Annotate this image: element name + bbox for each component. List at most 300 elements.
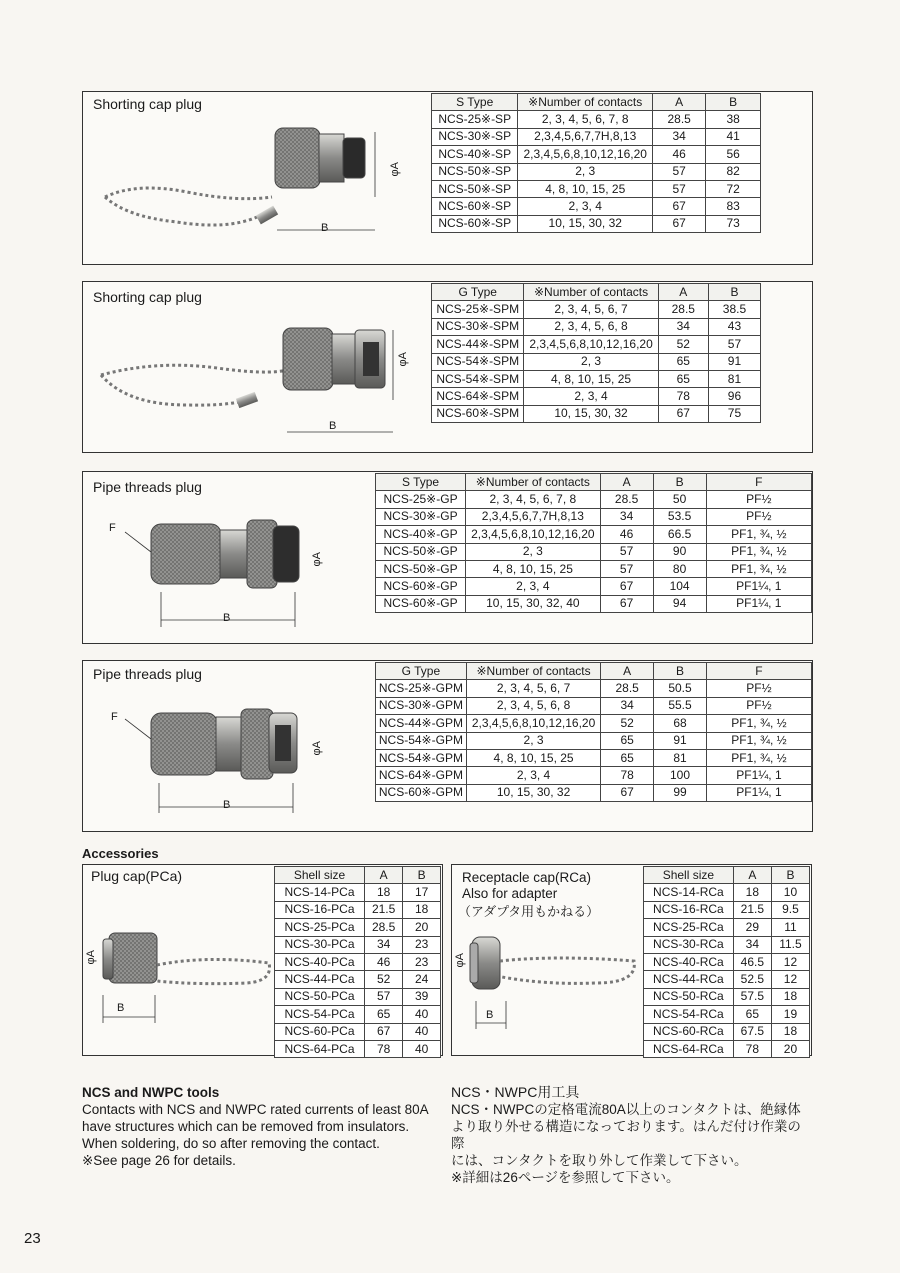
table-row — [376, 508, 812, 525]
receptacle-cap-table — [643, 866, 810, 1058]
col-header: ※Number of contacts — [524, 284, 658, 301]
col-header: ※Number of contacts — [466, 663, 600, 680]
table-cell: NCS-40-RCa — [644, 953, 734, 970]
col-header: B — [706, 94, 761, 111]
table-cell: NCS-64※-GPM — [376, 767, 467, 784]
table-cell: 2, 3, 4, 5, 6, 7, 8 — [518, 111, 653, 128]
table-cell: NCS-25-RCa — [644, 919, 734, 936]
panel-title-line: （アダプタ用もかねる） — [458, 904, 600, 919]
table-cell: NCS-14-PCa — [275, 884, 365, 901]
col-header: ※Number of contacts — [518, 94, 653, 111]
col-header: ※Number of contacts — [466, 474, 601, 491]
table-cell: NCS-60※-GPM — [376, 784, 467, 801]
table-cell: 11.5 — [771, 936, 809, 953]
table-cell: 104 — [653, 578, 706, 595]
table-row — [275, 919, 441, 936]
table-row — [432, 388, 761, 405]
table-cell: 82 — [706, 163, 761, 180]
table-cell: NCS-50※-GP — [376, 560, 466, 577]
table-cell: PF1, ¾, ½ — [706, 749, 811, 766]
col-header: A — [653, 94, 706, 111]
table-row — [432, 405, 761, 422]
notes-title: NCS・NWPC用工具 — [451, 1084, 580, 1100]
table-cell: NCS-40-PCa — [275, 953, 365, 970]
table-row — [376, 578, 812, 595]
table-cell: 34 — [733, 936, 771, 953]
table-cell: NCS-16-RCa — [644, 901, 734, 918]
table-cell: 67 — [364, 1023, 402, 1040]
table-cell: 2, 3, 4, 5, 6, 7, 8 — [466, 491, 601, 508]
table-cell: NCS-50-RCa — [644, 988, 734, 1005]
table-row — [376, 732, 812, 749]
table-header-row — [376, 474, 812, 491]
table-cell: PF½ — [706, 491, 811, 508]
table-cell: 90 — [653, 543, 706, 560]
table-cell: 12 — [771, 971, 809, 988]
table-cell: NCS-14-RCa — [644, 884, 734, 901]
table-row — [376, 697, 812, 714]
table-cell: 52 — [364, 971, 402, 988]
table-cell: 53.5 — [653, 508, 706, 525]
table-row — [376, 595, 812, 612]
table-cell: NCS-30-PCa — [275, 936, 365, 953]
table-cell: 20 — [403, 919, 441, 936]
table-cell: 38.5 — [708, 301, 760, 318]
panel-title: Pipe threads plug — [93, 666, 202, 682]
table-cell: 40 — [403, 1023, 441, 1040]
table-cell: 75 — [708, 405, 760, 422]
table-cell: NCS-54※-GPM — [376, 732, 467, 749]
table-cell: NCS-25※-SP — [432, 111, 518, 128]
spec-table — [375, 473, 812, 613]
notes-line: より取り外せる構造になっております。はんだ付け作業の際 — [451, 1119, 801, 1151]
shorting-cap-plug-illustration — [97, 320, 417, 440]
table-cell: 65 — [658, 353, 708, 370]
table-cell: PF1, ¾, ½ — [706, 526, 811, 543]
col-header: B — [654, 663, 707, 680]
table-cell: 46 — [653, 146, 706, 163]
table-header-row — [432, 284, 761, 301]
notes-line: Contacts with NCS and NWPC rated currents of least 80A — [82, 1102, 429, 1117]
table-cell: 67 — [600, 595, 653, 612]
table-row — [376, 767, 812, 784]
col-header: F — [706, 663, 811, 680]
table-row — [275, 1023, 441, 1040]
dim-b-label: B — [486, 1009, 494, 1021]
dim-b-label: B — [117, 1002, 125, 1014]
table-cell: 46 — [364, 953, 402, 970]
table-cell: NCS-60※-GP — [376, 595, 466, 612]
table-cell: NCS-50※-SP — [432, 180, 518, 197]
table-row — [432, 146, 761, 163]
table-cell: 2, 3, 4 — [518, 198, 653, 215]
table-row — [275, 988, 441, 1005]
col-header: S Type — [432, 94, 518, 111]
col-header: Shell size — [275, 867, 365, 884]
table-cell: 2, 3, 4, 5, 6, 8 — [524, 318, 658, 335]
table-cell: 2, 3, 4, 5, 6, 8 — [466, 697, 600, 714]
panel-title-line: Also for adapter — [462, 886, 558, 901]
table-row — [376, 749, 812, 766]
table-cell: 99 — [654, 784, 707, 801]
notes-line: When soldering, do so after removing the contact. — [82, 1136, 380, 1151]
table-cell: PF½ — [706, 697, 811, 714]
table-cell: 11 — [771, 919, 809, 936]
table-cell: 21.5 — [733, 901, 771, 918]
table-cell: 52 — [601, 715, 654, 732]
table-cell: NCS-50-PCa — [275, 988, 365, 1005]
table-row — [376, 560, 812, 577]
table-row — [432, 318, 761, 335]
table-cell: 91 — [708, 353, 760, 370]
table-row — [376, 491, 812, 508]
dim-b-label: B — [223, 612, 231, 624]
table-cell: 67 — [653, 215, 706, 232]
table-row — [376, 715, 812, 732]
table-cell: 67 — [653, 198, 706, 215]
table-cell: 81 — [654, 749, 707, 766]
dim-f-label: F — [109, 522, 116, 534]
notes-japanese — [451, 1084, 811, 1186]
table-row — [376, 784, 812, 801]
page-number: 23 — [24, 1230, 41, 1247]
table-cell: 2,3,4,5,6,8,10,12,16,20 — [518, 146, 653, 163]
table-row — [644, 936, 810, 953]
dim-b-label: B — [223, 799, 231, 811]
table-row — [432, 353, 761, 370]
table-cell: 40 — [403, 1006, 441, 1023]
table-cell: 67 — [658, 405, 708, 422]
table-cell: 18 — [733, 884, 771, 901]
table-cell: 34 — [601, 697, 654, 714]
table-cell: 20 — [771, 1040, 809, 1057]
table-cell: NCS-54※-GPM — [376, 749, 467, 766]
table-cell: 40 — [403, 1040, 441, 1057]
table-cell: 56 — [706, 146, 761, 163]
table-cell: 55.5 — [654, 697, 707, 714]
pipe-threads-plug-s-panel — [82, 471, 813, 644]
table-cell: 2,3,4,5,6,8,10,12,16,20 — [524, 336, 658, 353]
table-cell: 67 — [600, 578, 653, 595]
table-cell: NCS-30※-SP — [432, 128, 518, 145]
accessories-heading: Accessories — [82, 846, 159, 861]
table-cell: 65 — [658, 370, 708, 387]
table-row — [432, 128, 761, 145]
col-header: B — [653, 474, 706, 491]
table-cell: 18 — [403, 901, 441, 918]
table-cell: PF½ — [706, 680, 811, 697]
pipe-threads-plug-g-panel — [82, 660, 813, 832]
table-cell: 18 — [771, 1023, 809, 1040]
dim-a-label: φA — [85, 950, 97, 965]
table-cell: 18 — [364, 884, 402, 901]
table-cell: NCS-30※-GP — [376, 508, 466, 525]
table-cell: 52.5 — [733, 971, 771, 988]
table-row — [275, 953, 441, 970]
dim-a-label: φA — [311, 741, 323, 756]
table-cell: PF1¼, 1 — [706, 767, 811, 784]
col-header: Shell size — [644, 867, 734, 884]
table-row — [432, 336, 761, 353]
table-cell: NCS-44※-SPM — [432, 336, 524, 353]
table-row — [275, 971, 441, 988]
table-row — [432, 370, 761, 387]
table-cell: 57 — [364, 988, 402, 1005]
table-cell: PF1¼, 1 — [706, 595, 811, 612]
table-cell: NCS-44-PCa — [275, 971, 365, 988]
table-cell: 10, 15, 30, 32 — [518, 215, 653, 232]
table-cell: 19 — [771, 1006, 809, 1023]
table-cell: 65 — [733, 1006, 771, 1023]
table-cell: 2,3,4,5,6,8,10,12,16,20 — [466, 715, 600, 732]
table-row — [275, 1006, 441, 1023]
notes-line: NCS・NWPCの定格電流80A以上のコンタクトは、絶縁体 — [451, 1102, 801, 1117]
table-cell: 10 — [771, 884, 809, 901]
table-cell: 68 — [654, 715, 707, 732]
col-header: S Type — [376, 474, 466, 491]
panel-title: Plug cap(PCa) — [91, 868, 183, 884]
table-cell: 2, 3, 4 — [524, 388, 658, 405]
table-cell: 18 — [771, 988, 809, 1005]
table-cell: NCS-44※-GPM — [376, 715, 467, 732]
table-cell: 2, 3, 4, 5, 6, 7 — [466, 680, 600, 697]
dim-a-label: φA — [397, 352, 409, 367]
col-header: B — [771, 867, 809, 884]
table-cell: 57 — [653, 163, 706, 180]
table-row — [644, 1023, 810, 1040]
shorting-cap-plug-g-panel — [82, 281, 813, 453]
table-cell: 2,3,4,5,6,7,7H,8,13 — [518, 128, 653, 145]
table-row — [432, 180, 761, 197]
table-cell: 29 — [733, 919, 771, 936]
table-cell: 57 — [708, 336, 760, 353]
table-cell: 83 — [706, 198, 761, 215]
table-cell: NCS-30※-SPM — [432, 318, 524, 335]
table-cell: 34 — [364, 936, 402, 953]
table-cell: 34 — [653, 128, 706, 145]
panel-title: Pipe threads plug — [93, 479, 202, 495]
table-cell: NCS-60※-GP — [376, 578, 466, 595]
table-cell: 96 — [708, 388, 760, 405]
table-cell: 17 — [403, 884, 441, 901]
table-cell: PF1¼, 1 — [706, 578, 811, 595]
table-cell: NCS-25-PCa — [275, 919, 365, 936]
dim-a-label: φA — [454, 953, 466, 968]
table-cell: 10, 15, 30, 32 — [466, 784, 600, 801]
table-cell: 2, 3, 4, 5, 6, 7 — [524, 301, 658, 318]
col-header: A — [658, 284, 708, 301]
table-row — [432, 198, 761, 215]
dim-f-label: F — [111, 711, 118, 723]
notes-line: ※詳細は26ページを参照して下さい。 — [451, 1170, 680, 1185]
table-cell: 2, 3 — [524, 353, 658, 370]
table-cell: 52 — [658, 336, 708, 353]
shorting-cap-plug-illustration — [97, 122, 397, 242]
table-header-row — [376, 663, 812, 680]
table-cell: NCS-64※-SPM — [432, 388, 524, 405]
table-cell: 57 — [600, 560, 653, 577]
notes-line: have structures which can be removed from insulators. — [82, 1119, 410, 1134]
dim-a-label: φA — [389, 162, 401, 177]
plug-cap-table — [274, 866, 441, 1058]
dim-b-label: B — [321, 222, 329, 234]
table-cell: NCS-60-RCa — [644, 1023, 734, 1040]
table-cell: 4, 8, 10, 15, 25 — [518, 180, 653, 197]
table-cell: PF1, ¾, ½ — [706, 543, 811, 560]
notes-title: NCS and NWPC tools — [82, 1085, 220, 1100]
table-cell: 2, 3 — [518, 163, 653, 180]
table-cell: NCS-60※-SP — [432, 215, 518, 232]
table-cell: 24 — [403, 971, 441, 988]
table-row — [432, 163, 761, 180]
table-cell: 50 — [653, 491, 706, 508]
table-cell: 94 — [653, 595, 706, 612]
table-cell: NCS-64-RCa — [644, 1040, 734, 1057]
table-cell: 100 — [654, 767, 707, 784]
table-cell: NCS-54-RCa — [644, 1006, 734, 1023]
col-header: G Type — [432, 284, 524, 301]
table-cell: PF1¼, 1 — [706, 784, 811, 801]
table-cell: 21.5 — [364, 901, 402, 918]
plug-cap-panel — [82, 864, 443, 1056]
table-cell: 78 — [733, 1040, 771, 1057]
table-cell: 28.5 — [658, 301, 708, 318]
table-cell: 2,3,4,5,6,8,10,12,16,20 — [466, 526, 601, 543]
table-cell: NCS-30-RCa — [644, 936, 734, 953]
table-cell: 2,3,4,5,6,7,7H,8,13 — [466, 508, 601, 525]
table-cell: 43 — [708, 318, 760, 335]
dim-a-label: φA — [311, 552, 323, 567]
table-cell: 57.5 — [733, 988, 771, 1005]
table-cell: 34 — [658, 318, 708, 335]
table-cell: 38 — [706, 111, 761, 128]
table-cell: 50.5 — [654, 680, 707, 697]
table-cell: 2, 3, 4 — [466, 767, 600, 784]
notes-english — [82, 1084, 442, 1169]
table-cell: PF1, ¾, ½ — [706, 715, 811, 732]
spec-table — [431, 93, 761, 233]
table-row — [275, 901, 441, 918]
table-cell: NCS-64-PCa — [275, 1040, 365, 1057]
table-cell: 28.5 — [653, 111, 706, 128]
table-cell: 65 — [364, 1006, 402, 1023]
table-cell: NCS-16-PCa — [275, 901, 365, 918]
table-cell: 12 — [771, 953, 809, 970]
table-cell: NCS-60※-SP — [432, 198, 518, 215]
table-cell: 28.5 — [600, 491, 653, 508]
col-header: F — [706, 474, 811, 491]
col-header: B — [403, 867, 441, 884]
table-row — [644, 901, 810, 918]
table-cell: NCS-44-RCa — [644, 971, 734, 988]
table-header-row — [432, 94, 761, 111]
table-cell: NCS-50※-GP — [376, 543, 466, 560]
table-row — [432, 111, 761, 128]
table-cell: 67.5 — [733, 1023, 771, 1040]
table-cell: 72 — [706, 180, 761, 197]
table-cell: NCS-25※-GP — [376, 491, 466, 508]
table-header-row — [275, 867, 441, 884]
col-header: G Type — [376, 663, 467, 680]
col-header: A — [733, 867, 771, 884]
table-cell: 4, 8, 10, 15, 25 — [466, 560, 601, 577]
table-cell: 65 — [601, 749, 654, 766]
table-cell: 10, 15, 30, 32 — [524, 405, 658, 422]
table-cell: 81 — [708, 370, 760, 387]
table-cell: 23 — [403, 936, 441, 953]
table-cell: NCS-40※-SP — [432, 146, 518, 163]
table-cell: NCS-25※-SPM — [432, 301, 524, 318]
col-header: A — [364, 867, 402, 884]
table-cell: NCS-54※-SPM — [432, 353, 524, 370]
table-cell: 80 — [653, 560, 706, 577]
table-cell: 2, 3, 4 — [466, 578, 601, 595]
table-cell: 78 — [601, 767, 654, 784]
table-cell: 2, 3 — [466, 543, 601, 560]
table-cell: NCS-60-PCa — [275, 1023, 365, 1040]
table-cell: 39 — [403, 988, 441, 1005]
table-header-row — [644, 867, 810, 884]
table-row — [376, 543, 812, 560]
table-cell: NCS-25※-GPM — [376, 680, 467, 697]
table-row — [644, 988, 810, 1005]
shorting-cap-plug-s-panel — [82, 91, 813, 265]
table-cell: 28.5 — [364, 919, 402, 936]
panel-title-line: Receptacle cap(RCa) — [462, 870, 592, 885]
table-cell: 57 — [653, 180, 706, 197]
table-cell: NCS-60※-SPM — [432, 405, 524, 422]
table-cell: PF½ — [706, 508, 811, 525]
table-cell: 57 — [600, 543, 653, 560]
table-cell: PF1, ¾, ½ — [706, 732, 811, 749]
spec-table — [375, 662, 812, 802]
receptacle-cap-panel — [451, 864, 812, 1056]
spec-table — [431, 283, 761, 423]
table-row — [644, 1006, 810, 1023]
col-header: B — [708, 284, 760, 301]
table-row — [644, 953, 810, 970]
table-cell: 73 — [706, 215, 761, 232]
table-cell: NCS-54-PCa — [275, 1006, 365, 1023]
table-cell: 9.5 — [771, 901, 809, 918]
table-cell: 28.5 — [601, 680, 654, 697]
table-cell: PF1, ¾, ½ — [706, 560, 811, 577]
table-row — [644, 1040, 810, 1057]
table-cell: 23 — [403, 953, 441, 970]
table-row — [644, 971, 810, 988]
panel-title: Shorting cap plug — [93, 289, 202, 305]
table-cell: 41 — [706, 128, 761, 145]
table-row — [275, 1040, 441, 1057]
table-cell: 2, 3 — [466, 732, 600, 749]
table-row — [275, 936, 441, 953]
table-cell: 34 — [600, 508, 653, 525]
table-cell: NCS-50※-SP — [432, 163, 518, 180]
table-cell: 78 — [364, 1040, 402, 1057]
dim-b-label: B — [329, 420, 337, 432]
col-header: A — [601, 663, 654, 680]
table-cell: 46 — [600, 526, 653, 543]
table-row — [644, 919, 810, 936]
table-cell: 66.5 — [653, 526, 706, 543]
notes-line: には、コンタクトを取り外して作業して下さい。 — [451, 1153, 748, 1168]
table-row — [275, 884, 441, 901]
table-cell: NCS-40※-GP — [376, 526, 466, 543]
table-cell: 10, 15, 30, 32, 40 — [466, 595, 601, 612]
table-row — [376, 526, 812, 543]
table-row — [376, 680, 812, 697]
notes-line: ※See page 26 for details. — [82, 1153, 236, 1168]
